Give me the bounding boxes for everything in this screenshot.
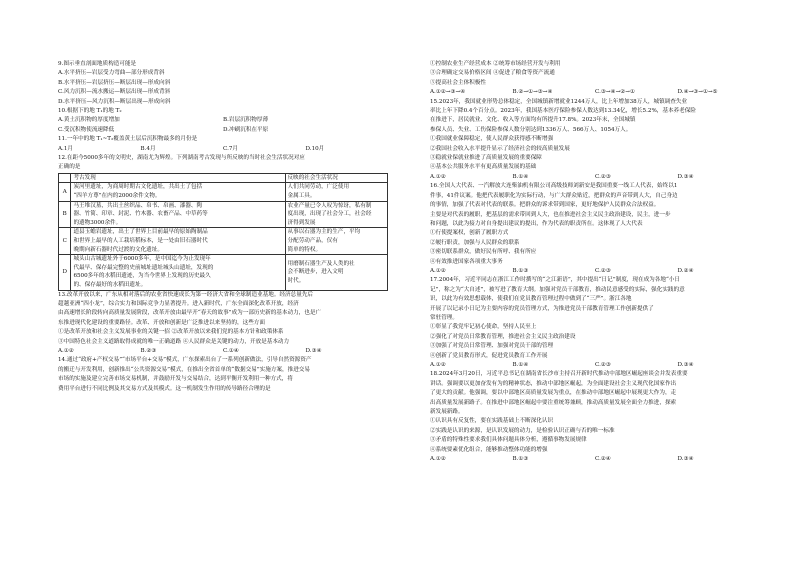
q14-option-b: B.②→①→③→④ (512, 89, 553, 96)
question-line: ④基本公共服务水平有更高质量发展的基础 (430, 164, 537, 171)
cell-line: 农业产量已令人叹为惊讶，私有制 (287, 202, 372, 209)
choice-line: ③加强了对党员日常管理、加强对党员干部的管理 (430, 343, 554, 350)
question-line: ③密切联系群众，做好民有所呼、我有所应 (430, 249, 537, 256)
choice-line: ⑤提高社会主体积极性 (430, 79, 486, 86)
question-line: ④系统要素优化组合，能够推动整体功能的增强 (430, 446, 548, 453)
q10-option-b: B.岩层沉积物厚薄 (223, 117, 269, 124)
q11-option-c: C.7月 (223, 145, 239, 152)
question-16 (430, 182, 760, 267)
question-line: 率比上年下降0.4个百分点。2023年，我国基本医疗保险参保人数达到13.34亿，增长5.2%，基本养老保险 (430, 108, 696, 115)
q10-option-a: A.黄土沉积物的厚度增加 (58, 117, 120, 124)
question-line: 13.改革开放以来，广东从相对落后的农业省快速成长为第一经济大省和全球制造业基地。经济总量先后 (58, 291, 314, 298)
question-14 (58, 356, 388, 394)
question-line: ④有效推进国家各项重大事务 (430, 258, 503, 265)
cell-line: 6500多年的水稻田遗迹，为当今世界上发现的历史最久 (73, 273, 211, 280)
cell-line: 的遗物3000余件。 (73, 219, 122, 226)
question-line: 件事，41件议案。他把代表履职化为实际行动，与广大群众贴近，把群众的声音带到人大，自己身边 (430, 192, 678, 199)
row-label: C (59, 228, 71, 255)
question-line: ①我国就业保障稳定，使人民群众获得感不断增强 (430, 136, 554, 143)
q11-option-a: A.1月 (58, 145, 73, 152)
cell-line: 人们共同劳动，广泛使用 (287, 184, 350, 191)
q13-option-b: B.②③ (140, 348, 157, 355)
table-cell-find (71, 228, 285, 255)
question-line: 记”，称之为“大自述”，被写进了教育大纲。加强对党员干部教育，推动民意感受的实际，强化实践的意 (430, 286, 685, 293)
question-13 (58, 291, 388, 347)
q10-option-d: D.冲刷沉积在平原 (223, 126, 269, 133)
question-line: 识，以此为有效思想载体，使我们在党员教育管理过程中做到了“三严”。浙江各地 (430, 296, 632, 303)
table-row (59, 201, 388, 228)
question-line: ③中国特色社会主义道路取得成就的唯一正确道路 ④人民群众是关键的动力，开放是基本动力 (58, 338, 290, 345)
q16-option-c: C.②③ (595, 267, 611, 274)
cell-line: 用磨制石器生产及人类的社 (287, 260, 355, 267)
q18-options (430, 455, 760, 464)
table-cell-life (285, 228, 387, 255)
cell-line: 晚期向新石器时代过渡的文化遗址。 (73, 246, 163, 253)
q10-option-c: C.受沉积物使流速降低 (58, 126, 115, 133)
table-cell-find (71, 201, 285, 228)
question-9 (58, 60, 388, 116)
cell-line: 济得到发展 (287, 219, 316, 226)
question-line: 9.图示垂直剖面地质构造可能是 (58, 61, 137, 67)
q17-option-c: C.②③ (595, 362, 611, 368)
question-15 (430, 98, 760, 173)
question-line: A.水平挤压—岩层受力弯曲—部分形成背斜 (58, 70, 165, 77)
question-line: 费用平台进行不同比例及其交易方式及其模式。这一机制发生作用的传导路径合理的是 (58, 385, 271, 392)
cell-line: “四羊方尊”在内的2000余件文物。 (73, 193, 161, 200)
table-header-row (59, 173, 388, 183)
question-line: 出高质量发展新路子。在推进中部地区崛起中要注重统筹兼顾，推动高质量发展全面全力推进，探索 (430, 399, 677, 406)
choice-line: ②强化了对党员日常教育管理，推进社会主义民主政治建设 (430, 333, 576, 340)
q14-option-d: D.④→③→①→⑤ (677, 89, 718, 96)
question-line: 16.全国人大代表、一汽解放大连柴油机有限公司高级技师刘新安是我国重要一线工人代表，始终以1 (430, 183, 678, 190)
cell-line: 城头山古城遗址外于6000多年，是中国迄今为止发现年 (73, 256, 211, 263)
q18-option-c: C.②④ (595, 456, 611, 463)
q13-option-c: C.①④ (223, 348, 239, 355)
question-line: B.水平挤压—岩层挤压—断层出现—形成向斜 (58, 79, 171, 86)
question-line: 在推进下，居民就业、文化、收入等方面均有所提升17.8%。2023年末，全国城镇 (430, 117, 636, 124)
question-line: 和问题，以此为接力对自身提出建议的提出，作为代表的职责所在。这体现了人大代表 (430, 220, 643, 227)
cell-line: 马王堆汉墓，共出土丝织品、帛书、帛画、漆器、陶 (73, 202, 203, 209)
cell-line: 炭河里遗址，为商周时期古文化遗址，共出土了包括 (73, 184, 203, 191)
question-17 (430, 276, 760, 323)
question-line: 由高速增长阶段转向高质量发展阶段，改革开放由最早开“春天的故事”成为一部历史新的基本动力，也是广 (58, 310, 322, 317)
q10-options-row2 (58, 126, 388, 135)
q11-options (58, 145, 388, 154)
q17-option-d: D.③④ (677, 362, 694, 368)
question-line: ①是改革开放和社会主义发展事业的关键一招 ②改革开放以来我们党的基本方针和政策体系 (58, 329, 284, 336)
row-label: A (59, 183, 71, 201)
q17-options (430, 361, 760, 370)
choice-line: ①彰显了我党牢记初心使命，坚持人民至上 (430, 324, 537, 331)
question-line: 主要是对代表的履职，把基层的需求带回到人大，也在推进社会主义民主政治建设，民主，进一步 (430, 211, 671, 218)
q15-option-b: B.①④ (512, 173, 529, 180)
cell-line: 时代。 (287, 277, 305, 284)
cell-line: 代最早、保存最完整的史前城址遗址城头山遗址，发现的 (73, 264, 214, 271)
q10-options-row1 (58, 116, 388, 125)
q14-option-c: C.③→④→②→① (595, 89, 635, 96)
question-line: D.水平挤压—风力沉积—断层出现—形成向斜 (58, 98, 171, 105)
choice-line: ①控制农业生产经营成本 ②统筹市场经营开发与利用 (430, 61, 561, 67)
question-line: 市场的实施及建立完善市场交易机制，并鼓励开发与交易结合，达到平衡开发利用一种方式，将 (58, 376, 293, 383)
table-cell-find (71, 255, 285, 290)
q12-stem-1: 12.在距今5000多年的文明史，湖南尤为辉煌。下列湖南考古发现与所反映的当时社会生活状况对应 (58, 155, 305, 162)
table-cell-life (285, 201, 387, 228)
q13-option-d: D.③④ (305, 348, 322, 355)
cell-line: 会不断进步，进入文明 (287, 269, 344, 276)
q17-option-b: B.①④ (512, 362, 529, 368)
q11-option-b: B.4月 (140, 145, 156, 152)
q16-options (430, 267, 760, 276)
choice-line: ③合理确定交易价格区间 ④促进了粮食等资产流通 (430, 70, 555, 77)
q11-stem: 11.一年中的地 T₁~T₂覆盖黄土层后沉积物最多的月份是 (58, 136, 198, 143)
right-column (430, 60, 760, 464)
table-corner (59, 173, 71, 183)
table-header-find: 考古发现 (71, 173, 285, 183)
question-line: 14.通过“政府+产权交易”“市场平台+交易”模式，广东探索出台了一系列创新做法，引导自然资源资产 (58, 357, 312, 364)
question-line: 常驻管理。 (430, 314, 458, 321)
cell-line: 分配劳动产品，仅有 (287, 238, 338, 245)
question-line: ②履行职责，加强与人民群众的联系 (430, 239, 520, 246)
question-line: 讲话。强调要以更加奋发有为的精神状态，推动中部地区崛起，为全面建设社会主义现代化国家作出 (430, 380, 677, 387)
table-header-life: 反映的社会生活状况 (285, 173, 387, 183)
q11-option-d: D.10月 (305, 145, 325, 152)
table-cell-find (71, 183, 285, 201)
cell-line: 度出现，出现了社会分工，社会经 (287, 211, 372, 218)
question-line: C.风力沉积—流水搬运—断层出现—形成背斜 (58, 89, 171, 96)
question-14-choices (430, 60, 760, 88)
question-line: ③稳就业保就业推进了高质量发展的重要保障 (430, 155, 542, 162)
table-row (59, 228, 388, 255)
cell-line: 简单的特权。 (287, 246, 322, 253)
q13-option-a: A.①② (58, 348, 74, 355)
q14-options (430, 88, 760, 97)
question-line: 东推进现代化建设的重要路径。改革、开放和创新是广泛推进以来坚持的，这些方面 (58, 319, 265, 326)
question-line: ①认识具有反复性，要在实践基础上不断深化认识 (430, 418, 554, 425)
choice-line: ④创新了党员教育形式，促进党员教育工作开展 (430, 352, 548, 359)
question-line: ③矛盾的特殊性要求我们具体问题具体分析，遵循事物发展规律 (430, 437, 587, 444)
q18-option-b: B.①③ (512, 456, 529, 463)
question-line: 超越亚洲“四小龙”，综合实力和国际竞争力显著提升。进入新时代，广东全面深化改革开放，经济 (58, 301, 299, 307)
question-line: ②实践是认识的来源，是认识发展的动力，是检验认识正确与否的唯一标准 (430, 427, 615, 434)
q16-option-b: B.①③ (512, 267, 529, 274)
question-line: 了更大的贡献。他强调，要以中部地区高质量发展为重点，在推动中部地区崛起中展现更大作为，走 (430, 390, 677, 397)
table-row (59, 183, 388, 201)
q12-table (58, 173, 388, 291)
question-18 (430, 370, 760, 455)
cell-line: 道县玉蟾岩遗址，出土了世界上目前最早的原始陶制品 (73, 229, 208, 236)
row-label: D (59, 255, 71, 290)
q18-option-a: A.①② (430, 456, 446, 463)
cell-line: 和世界上最早的人工栽培稻标本，是一处由旧石器时代 (73, 238, 208, 245)
question-line: 新发展新路。 (430, 409, 464, 416)
question-line: 10.根据下的地 T₁的地 T₂ (58, 108, 122, 115)
q13-options (58, 347, 388, 356)
question-line: 17.2004年，习近平同志在浙江工作时撰写的“之江新语”，其中提出“日记”制度，现在成为各地“小日 (430, 277, 680, 284)
row-label: B (59, 201, 71, 228)
question-17-items (430, 323, 760, 361)
table-row (59, 255, 388, 290)
q15-option-a: A.①② (430, 173, 446, 180)
cell-line: 金属工具。 (287, 193, 316, 200)
q15-options (430, 173, 760, 182)
q12-stem-2: 正确的是 (58, 164, 81, 171)
cell-line: 从事以石器为主的生产，平均 (287, 229, 361, 236)
question-line: ①行使提案权，创新了履职方式 (430, 230, 509, 237)
q18-option-d: D.③④ (677, 456, 694, 463)
question-line: 的搬迁与开发利用，创新推出“公共资源交易”模式，在推出全省首单的“数据交易”实施方案，推进交易 (58, 366, 310, 373)
cell-line: 器、竹简、印章、封泥、竹木器、农畜产品、中草药等 (73, 211, 208, 218)
table-cell-life (285, 255, 387, 290)
q15-option-d: D.③④ (677, 173, 694, 180)
question-line: 的事情，加强了代表对代表的联系。把群众的诉求带到国家，更好地保护人民群众合法权益。 (430, 202, 660, 209)
q15-option-c: C.②③ (595, 173, 611, 180)
table-cell-life (285, 183, 387, 201)
question-line: 参保人员、失业、工伤保险参保人数分别达到1336万人、566万人、1054万人。 (430, 126, 632, 133)
q14-option-a: A.①②→③→④ (430, 89, 466, 96)
question-line: 开展了以记录小日记为主要内容的党员管理方式，为推进党员干部教育管理工作创新提供了 (430, 305, 654, 312)
q16-option-a: A.①② (430, 267, 446, 274)
q17-option-a: A.①② (430, 362, 446, 368)
left-column (58, 60, 388, 394)
question-line: 18.2024年3月20日，习近平总书记在湖南省长沙市主持召开新时代推动中部地区崛起座谈会并发表重要 (430, 371, 688, 378)
question-line: ②我国社会收入水平提升显示了经济社会的较高质量发展 (430, 145, 570, 152)
question-line: 15.2023年，我国就业形势总体稳定，全国城镇新增就业1244万人，比上年增加38万人，城镇调查失业 (430, 98, 688, 105)
cell-line: 的、保存最好的水稻田遗址。 (73, 282, 147, 288)
q16-option-d: D.②④ (677, 267, 694, 274)
